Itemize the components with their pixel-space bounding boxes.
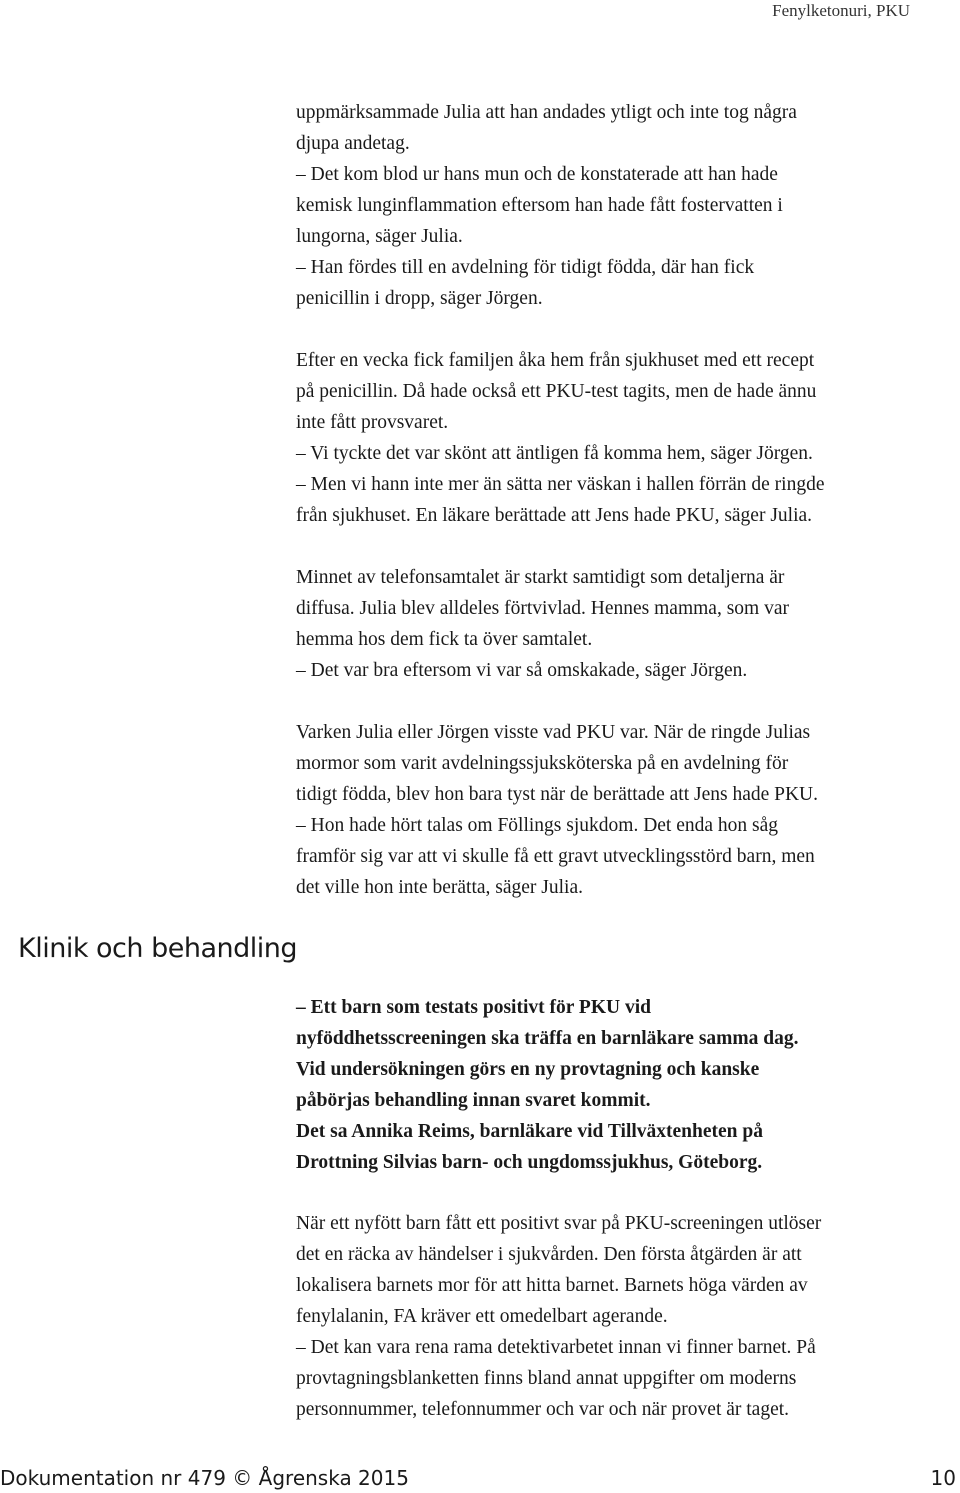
text-line: Det sa Annika Reims, barnläkare vid Tillväxtenheten på (296, 1121, 763, 1142)
text-line: provtagningsblanketten finns bland annat uppgifter om moderns (296, 1368, 797, 1389)
text-line: – Han fördes till en avdelning för tidigt födda, där han fick (296, 257, 755, 278)
text-line: Drottning Silvias barn- och ungdomssjukhus, Göteborg. (296, 1152, 763, 1173)
paragraph-3 (296, 562, 936, 686)
text-line: lungorna, säger Julia. (296, 226, 463, 247)
text-line: diffusa. Julia blev alldeles förtvivlad. Hennes mamma, som var (296, 598, 789, 619)
text-line: – Det var bra eftersom vi var så omskakade, säger Jörgen. (296, 660, 748, 681)
text-line: – Det kan vara rena rama detektivarbetet innan vi finner barnet. På (296, 1337, 816, 1358)
text-line: hemma hos dem fick ta över samtalet. (296, 629, 593, 650)
running-header: Fenylketonuri, PKU (772, 1, 910, 20)
text-line: Vid undersökningen görs en ny provtagning och kanske (296, 1059, 760, 1080)
text-line: – Det kom blod ur hans mun och de konstaterade att han hade (296, 164, 778, 185)
text-line: det ville hon inte berätta, säger Julia. (296, 877, 583, 898)
paragraph-1 (296, 97, 936, 314)
text-line: lokalisera barnets mor för att hitta barnet. Barnets höga värden av (296, 1275, 808, 1296)
text-line: Minnet av telefonsamtalet är starkt samtidigt som detaljerna är (296, 567, 785, 588)
page-number: 10 (930, 1466, 956, 1490)
text-line: penicillin i dropp, säger Jörgen. (296, 288, 543, 309)
text-line: – Hon hade hört talas om Föllings sjukdom. Det enda hon såg (296, 815, 779, 836)
text-line: personnummer, telefonnummer och var och när provet är taget. (296, 1399, 790, 1420)
text-line: – Vi tyckte det var skönt att äntligen få komma hem, säger Jörgen. (296, 443, 813, 464)
section-heading: Klinik och behandling (18, 933, 298, 964)
text-line: på penicillin. Då hade också ett PKU-test tagits, men de hade ännu (296, 381, 817, 402)
text-line: inte fått provsvaret. (296, 412, 449, 433)
text-line: kemisk lunginflammation eftersom han hade fått fostervatten i (296, 195, 783, 216)
text-line: – Ett barn som testats positivt för PKU vid (296, 997, 651, 1018)
text-line: det en räcka av händelser i sjukvården. Den första åtgärden är att (296, 1244, 802, 1265)
text-line: djupa andetag. (296, 133, 410, 154)
text-line: från sjukhuset. En läkare berättade att Jens hade PKU, säger Julia. (296, 505, 813, 526)
text-line: fenylalanin, FA kräver ett omedelbart agerande. (296, 1306, 668, 1327)
paragraph-4 (296, 717, 936, 903)
text-line: uppmärksammade Julia att han andades ytligt och inte tog några (296, 102, 797, 123)
lead-paragraph (296, 992, 936, 1178)
footer-citation: Dokumentation nr 479 © Ågrenska 2015 (0, 1466, 409, 1490)
text-line: Efter en vecka fick familjen åka hem från sjukhuset med ett recept (296, 350, 815, 371)
text-line: När ett nyfött barn fått ett positivt svar på PKU-screeningen utlöser (296, 1213, 822, 1234)
text-line: mormor som varit avdelningssjuksköterska på en avdelning för (296, 753, 789, 774)
text-line: – Men vi hann inte mer än sätta ner väskan i hallen förrän de ringde (296, 474, 825, 495)
paragraph-2 (296, 345, 936, 531)
text-line: tidigt födda, blev hon bara tyst när de berättade att Jens hade PKU. (296, 784, 819, 805)
text-line: framför sig var att vi skulle få ett gravt utvecklingsstörd barn, men (296, 846, 815, 867)
text-line: påbörjas behandling innan svaret kommit. (296, 1090, 651, 1111)
text-line: Varken Julia eller Jörgen visste vad PKU var. När de ringde Julias (296, 722, 811, 743)
paragraph-6 (296, 1208, 936, 1425)
text-line: nyföddhetsscreeningen ska träffa en barnläkare samma dag. (296, 1028, 799, 1049)
